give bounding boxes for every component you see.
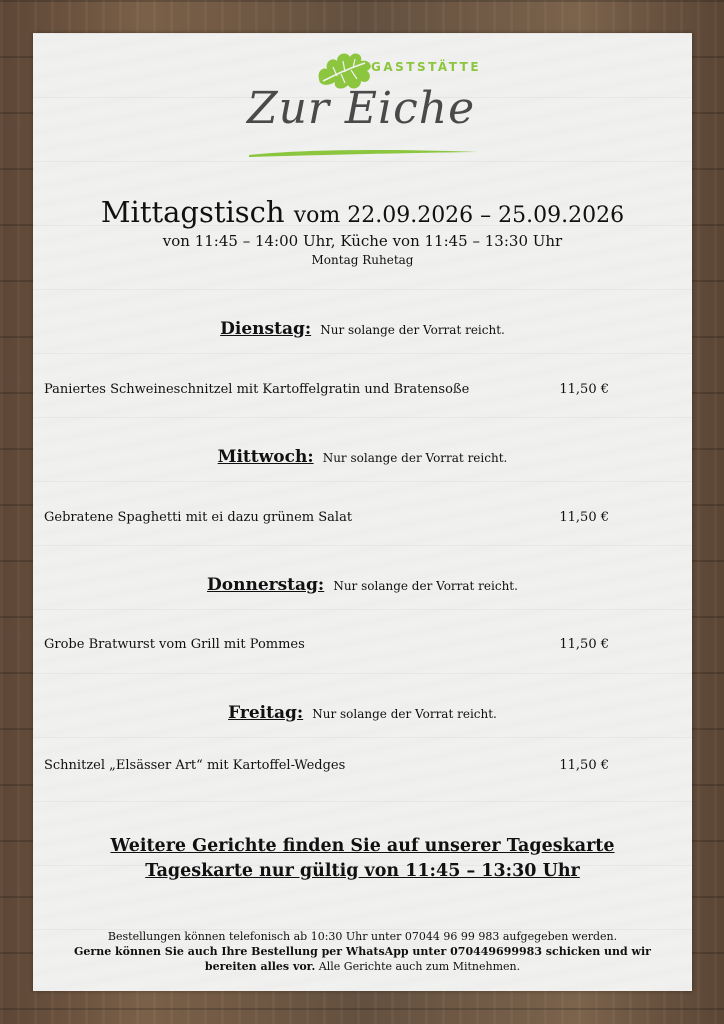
further-dishes-note: Weitere Gerichte finden Sie auf unserer Tageskarte xyxy=(110,836,615,856)
opening-hours: von 11:45 – 14:00 Uhr, Küche von 11:45 – 13:30 Uhr xyxy=(162,232,563,250)
dish-name: Grobe Bratwurst vom Grill mit Pommes xyxy=(44,637,305,652)
whatsapp-order-note xyxy=(53,944,672,974)
dish-price: 11,50 € xyxy=(559,758,609,773)
day-note: Nur solange der Vorrat reicht. xyxy=(312,707,497,721)
dish-price: 11,50 € xyxy=(559,382,609,397)
menu-title-row xyxy=(33,195,692,229)
day-heading-freitag xyxy=(33,703,692,723)
day-note: Nur solange der Vorrat reicht. xyxy=(333,579,518,593)
takeaway-note: Alle Gerichte auch zum Mitnehmen. xyxy=(315,960,521,973)
page-title: Mittagstisch xyxy=(100,195,285,229)
day-note: Nur solange der Vorrat reicht. xyxy=(320,323,505,337)
logo-name: Zur Eiche xyxy=(247,83,476,134)
day-heading-dienstag xyxy=(33,319,692,339)
day-name: Freitag: xyxy=(228,703,304,723)
daily-menu-validity: Tageskarte nur gültig von 11:45 – 13:30 Uhr xyxy=(145,861,580,881)
rest-day: Montag Ruhetag xyxy=(311,253,414,267)
dish-name: Schnitzel „Elsässer Art“ mit Kartoffel-Wedges xyxy=(44,758,346,773)
footer-notes xyxy=(53,929,672,974)
day-name: Mittwoch: xyxy=(217,447,314,467)
day-heading-mittwoch xyxy=(33,447,692,467)
day-name: Donnerstag: xyxy=(207,575,325,595)
dish-price: 11,50 € xyxy=(559,510,609,525)
menu-sheet xyxy=(33,33,692,991)
restaurant-logo xyxy=(243,47,503,162)
phone-order-note: Bestellungen können telefonisch ab 10:30 Uhr unter 07044 96 99 983 aufgegeben werden. xyxy=(107,930,618,943)
logo-swoosh xyxy=(247,147,479,159)
logo-tagline: GASTSTÄTTE xyxy=(371,60,482,74)
day-note: Nur solange der Vorrat reicht. xyxy=(322,451,508,465)
dish-name: Gebratene Spaghetti mit ei dazu grünem Salat xyxy=(44,510,353,525)
dish-price: 11,50 € xyxy=(559,637,609,652)
date-range: vom 22.09.2026 – 25.09.2026 xyxy=(293,203,625,228)
whatsapp-order-text: Gerne können Sie auch Ihre Bestellung per WhatsApp unter 070449699983 schicken und wir bereiten alles vor. xyxy=(74,945,651,973)
day-heading-donnerstag xyxy=(33,575,692,595)
dish-name: Paniertes Schweineschnitzel mit Kartoffelgratin und Bratensoße xyxy=(44,382,470,397)
day-name: Dienstag: xyxy=(220,319,312,339)
